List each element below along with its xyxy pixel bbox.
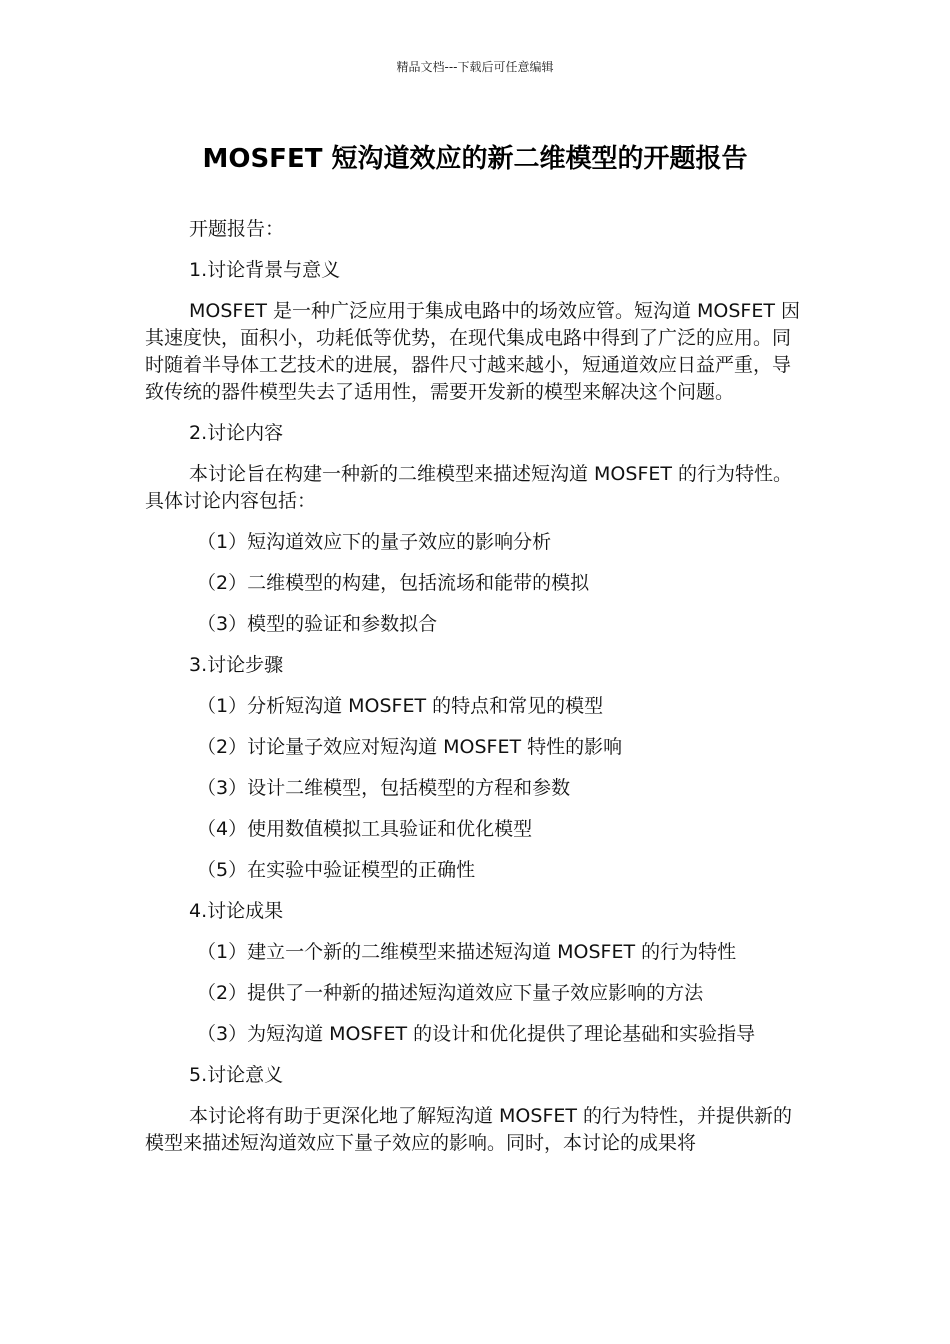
list-item: （1）分析短沟道 MOSFET 的特点和常见的模型 bbox=[197, 695, 604, 717]
list-item: （1）短沟道效应下的量子效应的影响分析 bbox=[197, 531, 552, 553]
list-item: （2）讨论量子效应对短沟道 MOSFET 特性的影响 bbox=[197, 736, 623, 758]
list-item: （2）二维模型的构建，包括流场和能带的模拟 bbox=[197, 572, 590, 594]
watermark-header: 精品文档---下载后可任意编辑 bbox=[396, 60, 554, 74]
list-item: （3）模型的验证和参数拟合 bbox=[197, 613, 438, 635]
list-item: （3）为短沟道 MOSFET 的设计和优化提供了理论基础和实验指导 bbox=[197, 1023, 756, 1045]
section-paragraph-5: 本讨论将有助于更深化地了解短沟道 MOSFET 的行为特性，并提供新的模型来描述短沟道效应下量子效应的影响。同时，本讨论的成果将 bbox=[145, 1105, 793, 1154]
section-heading-1: 1.讨论背景与意义 bbox=[189, 259, 341, 281]
section-paragraph-2: 本讨论旨在构建一种新的二维模型来描述短沟道 MOSFET 的行为特性。具体讨论内容包括： bbox=[145, 463, 793, 512]
section-paragraph-1: MOSFET 是一种广泛应用于集成电路中的场效应管。短沟道 MOSFET 因其速度快，面积小，功耗低等优势，在现代集成电路中得到了广泛的应用。同时随着半导体工艺技术的进展，器件尺寸越来越小，短通道效应日益严重，导致传统的器件模型失去了适用性，需要开发新的模型来解决这个问题。 bbox=[145, 300, 801, 403]
section-heading-2: 2.讨论内容 bbox=[189, 422, 284, 444]
list-item: （2）提供了一种新的描述短沟道效应下量子效应影响的方法 bbox=[197, 982, 704, 1004]
list-item: （5）在实验中验证模型的正确性 bbox=[197, 859, 476, 881]
list-item: （4）使用数值模拟工具验证和优化模型 bbox=[197, 818, 533, 840]
document-body bbox=[145, 216, 805, 1171]
list-item: （3）设计二维模型，包括模型的方程和参数 bbox=[197, 777, 571, 799]
section-heading-3: 3.讨论步骤 bbox=[189, 654, 284, 676]
document-title: MOSFET 短沟道效应的新二维模型的开题报告 bbox=[202, 144, 748, 174]
list-item: （1）建立一个新的二维模型来描述短沟道 MOSFET 的行为特性 bbox=[197, 941, 737, 963]
section-heading-5: 5.讨论意义 bbox=[189, 1064, 284, 1086]
section-heading-4: 4.讨论成果 bbox=[189, 900, 284, 922]
intro-label: 开题报告： bbox=[189, 218, 285, 240]
